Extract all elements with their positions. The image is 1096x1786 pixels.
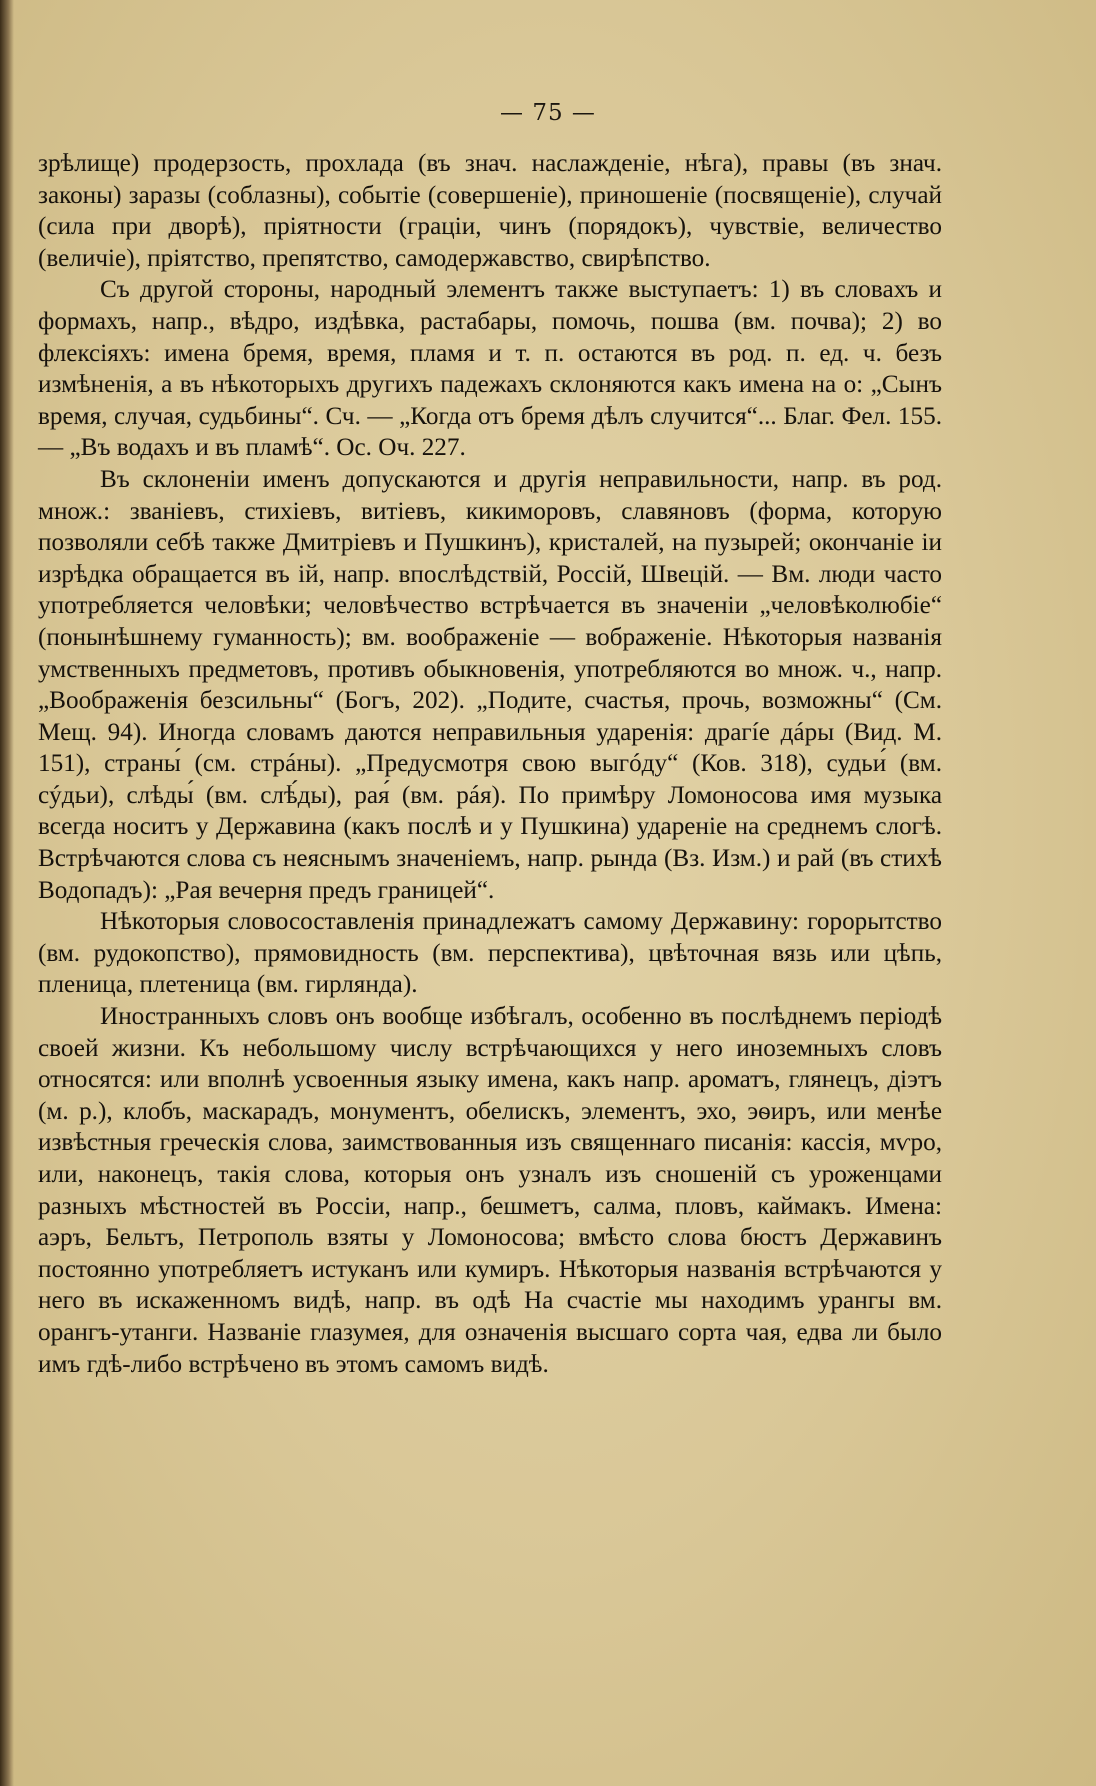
page-number: — 75 — (500, 100, 596, 126)
paragraph-2: Съ другой стороны, народный элементъ также выступаетъ: 1) въ словахъ и формахъ, напр., вѣдро, издѣвка, растабары, помочь, пошва (вм. почва); 2) во флексіяхъ: имена бремя, время, пламя и т. п. остаются въ род. п. ед. ч. безъ измѣненія, а въ нѣкоторыхъ другихъ падежахъ склоняются какъ имена на о: „Сынъ время, случая, судьбины“. Сч. — „Когда отъ бремя дѣлъ случится“... Благ. Фел. 155. — „Въ водахъ и въ пламѣ“. Ос. Оч. 227. (38, 276, 942, 462)
paragraph-3: Въ склоненіи именъ допускаются и другія неправильности, напр. въ род. множ.: званіевъ, стихіевъ, витіевъ, кикиморовъ, славяновъ (форма, которую позволяли себѣ также Дмитріевъ и Пушкинъ), кристалей, на пузырей; окончаніе іи изрѣдка обращается въ ій, напр. впослѣдствій, Россій, Швецій. — Вм. люди часто употребляется человѣки; человѣчество встрѣчается въ значеніи „человѣколюбіе“ (понынѣшнему гуманность); вм. воображеніе — вображеніе. Нѣкоторыя названія умственныхъ предметовъ, противъ обыкновенія, употребляются во множ. ч., напр. „Воображенія безсильны“ (Богъ, 202). „Подите, счастья, прочь, возможны“ (См. Мещ. 94). Иногда словамъ даются неправильныя ударенія: драгíе дáры (Вид. М. 151), страны́ (см. стрáны). „Предусмотря свою выгóду“ (Ков. 318), судьи́ (вм. сýдьи), слѣды́ (вм. слѣ́ды), рая́ (вм. рáя). По примѣру Ломоносова имя музыка всегда носитъ у Державина (какъ послѣ и у Пушкина) удареніе на среднемъ слогѣ. Встрѣчаются слова съ неяснымъ значеніемъ, напр. рында (Вз. Изм.) и рай (въ стихѣ Водопадъ): „Рая вечерня предъ границей“. (38, 465, 942, 904)
page-edge-shadow (0, 0, 14, 1786)
paragraph-1: зрѣлище) продерзость, прохлада (въ знач. наслажденіе, нѣга), правы (въ знач. законы) заразы (соблазны), событіе (совершеніе), приношеніе (посвященіе), случай (сила при дворѣ), пріятности (граціи, чинъ (порядокъ), чувствіе, величество (величіе), пріятство, препятство, самодержавство, свирѣпство. (38, 150, 942, 272)
paragraph-5: Иностранныхъ словъ онъ вообще избѣгалъ, особенно въ послѣднемъ періодѣ своей жизни. Къ небольшому числу встрѣчающихся у него иноземныхъ словъ относятся: или вполнѣ усвоенныя языку имена, какъ напр. ароматъ, глянецъ, діэтъ (м. р.), клобъ, маскарадъ, монументъ, обелискъ, элементъ, эхо, эѳиръ, или менѣе извѣстныя греческія слова, заимствованныя изъ священнаго писанія: кассія, мѵро, или, наконецъ, такія слова, которыя онъ узналъ изъ сношеній съ уроженцами разныхъ мѣстностей въ Россіи, напр., бешметъ, салма, пловъ, каймакъ. Имена: аэръ, Бельтъ, Петрополь взяты у Ломоносова; вмѣсто слова бюстъ Державинъ постоянно употребляетъ истуканъ или кумиръ. Нѣкоторыя названія встрѣчаются у него въ искаженномъ видѣ, напр. въ одѣ На счастіе мы находимъ урангы вм. орангъ-утанги. Названіе глазумея, для означенія высшаго сорта чая, едва ли было имъ гдѣ-либо встрѣчено въ этомъ самомъ видѣ. (38, 1003, 942, 1378)
paragraph-4: Нѣкоторыя словосоставленія принадлежатъ самому Державину: горорытство (вм. рудокопство), прямовидность (вм. перспектива), цвѣточная вязь или цѣпь, пленица, плетеница (вм. гирлянда). (38, 908, 942, 999)
body-text (38, 148, 942, 1380)
